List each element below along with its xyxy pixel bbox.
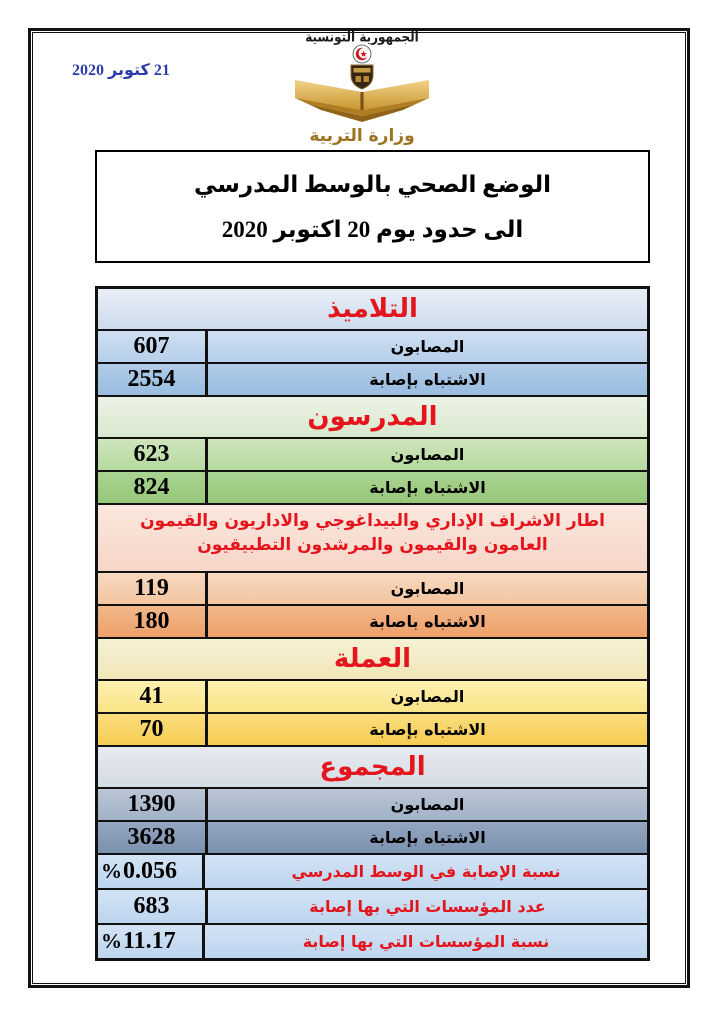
section-header: المجموع: [98, 745, 647, 787]
summary-value: [98, 925, 205, 958]
report-title-line2: الى حدود يوم 20 اكتوبر 2020: [221, 216, 524, 242]
stat-row: [98, 820, 647, 853]
stat-row: [98, 604, 647, 637]
stat-row: [98, 571, 647, 604]
ministry-name-calligraphy: وزارة التربية: [309, 126, 415, 146]
section-header: اطار الاشراف الإداري والبيداغوجي والاداريون والقيمون العامون والقيمون والمرشدون التطبيقيون: [98, 503, 647, 571]
percent-sign: %: [101, 859, 122, 883]
stat-row: [98, 679, 647, 712]
republic-calligraphy: الجمهورية التونسية: [305, 28, 419, 46]
summary-row: [98, 853, 647, 888]
stat-value: 2554: [98, 364, 208, 395]
stat-row: [98, 329, 647, 362]
stat-label: الاشتباه بإصابة: [369, 370, 486, 389]
book-spine-icon: [360, 92, 363, 110]
report-title-box: [95, 150, 650, 263]
stat-value: 41: [98, 681, 208, 712]
stat-label: الاشتباه بإصابة: [369, 828, 486, 847]
stat-value: 623: [98, 439, 208, 470]
stat-label: المصابون: [390, 579, 465, 598]
summary-number: 11.17: [123, 928, 176, 954]
section-header: العملة: [98, 637, 647, 679]
section-header: المدرسون: [98, 395, 647, 437]
stat-row: [98, 437, 647, 470]
summary-row: [98, 923, 647, 958]
emblem-and-book-icon: [277, 44, 447, 124]
percent-sign: %: [101, 929, 122, 953]
stat-label: المصابون: [390, 337, 465, 356]
stat-row: [98, 712, 647, 745]
summary-number: 683: [133, 893, 170, 919]
summary-row: [98, 888, 647, 923]
summary-label: نسبة الإصابة في الوسط المدرسي: [291, 862, 561, 881]
stat-label: المصابون: [390, 445, 465, 464]
summary-label: نسبة المؤسسات التي بها إصابة: [302, 932, 550, 951]
report-date: 21 كتوبر 2020: [72, 62, 170, 79]
stat-label: المصابون: [390, 795, 465, 814]
section-header: التلاميذ: [98, 289, 647, 329]
stat-label: المصابون: [390, 687, 465, 706]
stat-row: [98, 787, 647, 820]
stat-value: 180: [98, 606, 208, 637]
stat-label: الاشتباه باصابة: [369, 612, 486, 631]
stat-row: [98, 362, 647, 395]
summary-number: 0.056: [123, 858, 177, 884]
stat-label: الاشتباه بإصابة: [369, 720, 486, 739]
stat-value: 3628: [98, 822, 208, 853]
stat-value: 70: [98, 714, 208, 745]
stat-value: 824: [98, 472, 208, 503]
report-title-line1: الوضع الصحي بالوسط المدرسي: [193, 171, 552, 197]
stat-label: الاشتباه بإصابة: [369, 478, 486, 497]
ministry-logo: [262, 30, 462, 146]
stat-value: 1390: [98, 789, 208, 820]
summary-label: عدد المؤسسات التي بها إصابة: [309, 897, 546, 916]
stat-row: [98, 470, 647, 503]
stat-value: 607: [98, 331, 208, 362]
report-table: [95, 286, 650, 961]
summary-value: [98, 855, 205, 888]
summary-value: [98, 890, 208, 923]
stat-value: 119: [98, 573, 208, 604]
